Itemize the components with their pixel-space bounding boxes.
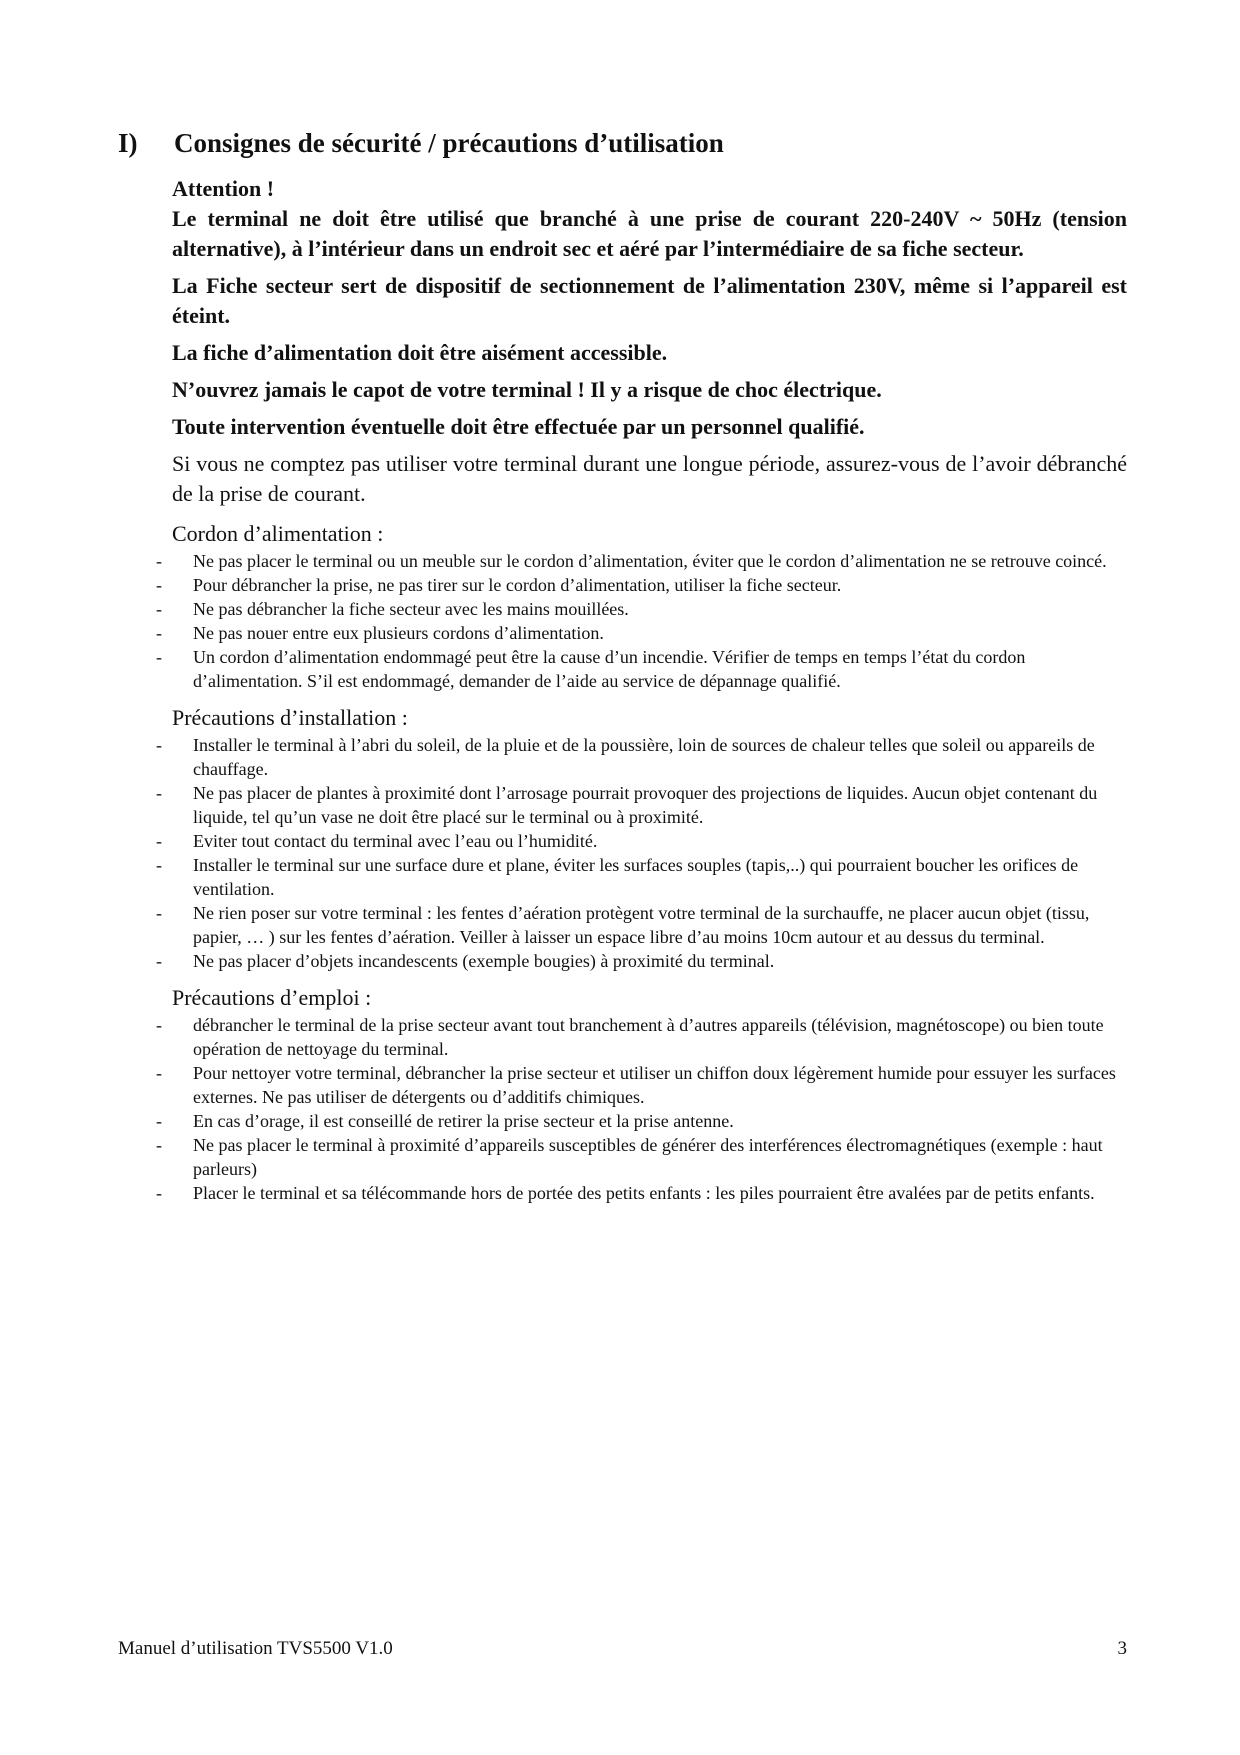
list-item: - Ne rien poser sur votre terminal : les fentes d’aération protègent votre terminal de la surchauffe, ne placer aucun objet (tissu, papier, … ) sur les fentes d’aération. Veiller à laisser un espace libre d’au moins 10cm autour et au dessus du terminal. [156, 903, 1090, 947]
bullet-dash: - [156, 647, 162, 667]
section-number: I) [118, 128, 138, 158]
bullet-dash: - [156, 951, 162, 971]
list-item: - Pour débrancher la prise, ne pas tirer sur le cordon d’alimentation, utiliser la fiche secteur. [156, 575, 842, 595]
attention-paragraph-qualified: Toute intervention éventuelle doit être effectuée par un personnel qualifié. [172, 414, 865, 439]
attention-paragraph-accessible: La fiche d’alimentation doit être aisément accessible. [172, 340, 668, 365]
bullet-dash: - [156, 1015, 162, 1035]
bullet-dash: - [156, 1111, 162, 1131]
page-content [156, 174, 1127, 1215]
section-title-installation: Précautions d’installation : [172, 705, 408, 730]
attention-paragraph-voltage: Le terminal ne doit être utilisé que branché à une prise de courant 220-240V ~ 50Hz (tension alternative), à l’intérieur dans un endroit sec et aéré par l’intermédiaire de sa fiche secteur. [172, 206, 1127, 261]
list-item: - Pour nettoyer votre terminal, débrancher la prise secteur et utiliser un chiffon doux légèrement humide pour essuyer les surfaces externes. Ne pas utiliser de détergents ou d’additifs chimiques. [156, 1063, 1116, 1107]
list-item: - Un cordon d’alimentation endommagé peut être la cause d’un incendie. Vérifier de temps en temps l’état du cordon d’alimentation. S’il est endommagé, demander de l’aide au service de dépannage qualifié. [156, 647, 1026, 691]
list-item: - Ne pas placer d’objets incandescents (exemple bougies) à proximité du terminal. [156, 951, 775, 971]
power-cord-list [0, 549, 1127, 693]
footer-manual-title: Manuel d’utilisation TVS5500 V1.0 [118, 1638, 393, 1659]
list-item: - Installer le terminal à l’abri du soleil, de la pluie et de la poussière, loin de sources de chaleur telles que soleil ou appareils de chauffage. [156, 735, 1095, 779]
list-item: - Installer le terminal sur une surface dure et plane, éviter les surfaces souples (tapis,..) qui pourraient boucher les orifices de ventilation. [156, 855, 1079, 899]
section-heading [118, 126, 724, 160]
list-item: - Eviter tout contact du terminal avec l’eau ou l’humidité. [156, 831, 598, 851]
bullet-dash: - [156, 1063, 162, 1083]
page-footer [118, 1637, 1127, 1661]
usage-list [0, 1013, 1127, 1205]
list-item: - Ne pas placer le terminal à proximité d’appareils susceptibles de générer des interférences électromagnétiques (exemple : haut parleurs) [156, 1135, 1103, 1179]
bullet-dash: - [156, 1183, 162, 1203]
bullet-dash: - [156, 831, 162, 851]
list-item: - Ne pas placer de plantes à proximité dont l’arrosage pourrait provoquer des projections de liquides. Aucun objet contenant du liquide, tel qu’un vase ne doit être placé sur le terminal ou à proximité. [156, 783, 1098, 827]
list-item: - Ne pas placer le terminal ou un meuble sur le cordon d’alimentation, éviter que le cordon d’alimentation ne se retrouve coincé. [156, 551, 1107, 571]
list-item: - En cas d’orage, il est conseillé de retirer la prise secteur et la prise antenne. [156, 1111, 734, 1131]
list-item: - débrancher le terminal de la prise secteur avant tout branchement à d’autres appareils (télévision, magnétoscope) ou bien toute opération de nettoyage du terminal. [156, 1015, 1104, 1059]
section-title-power-cord: Cordon d’alimentation : [172, 521, 384, 546]
installation-list [0, 733, 1127, 973]
page-number: 3 [1117, 1638, 1127, 1659]
list-item: - Ne pas nouer entre eux plusieurs cordons d’alimentation. [156, 623, 604, 643]
bullet-dash: - [156, 735, 162, 755]
bullet-dash: - [156, 903, 162, 923]
bullet-dash: - [156, 599, 162, 619]
unplug-advice-paragraph: Si vous ne comptez pas utiliser votre terminal durant une longue période, assurez-vous de l’avoir débranché de la prise de courant. [172, 451, 1127, 506]
attention-label: Attention ! [172, 176, 275, 201]
bullet-dash: - [156, 575, 162, 595]
bullet-dash: - [156, 623, 162, 643]
list-item: - Placer le terminal et sa télécommande hors de portée des petits enfants : les piles pourraient être avalées par de petits enfants. [156, 1183, 1095, 1203]
list-item: - Ne pas débrancher la fiche secteur avec les mains mouillées. [156, 599, 629, 619]
section-title-usage: Précautions d’emploi : [172, 985, 372, 1010]
bullet-dash: - [156, 551, 162, 571]
attention-paragraph-disconnect: La Fiche secteur sert de dispositif de sectionnement de l’alimentation 230V, même si l’appareil est éteint. [172, 273, 1127, 328]
section-title: Consignes de sécurité / précautions d’utilisation [174, 128, 724, 158]
bullet-dash: - [156, 783, 162, 803]
attention-paragraph-shock: N’ouvrez jamais le capot de votre terminal ! Il y a risque de choc électrique. [172, 377, 882, 402]
bullet-dash: - [156, 855, 162, 875]
bullet-dash: - [156, 1135, 162, 1155]
